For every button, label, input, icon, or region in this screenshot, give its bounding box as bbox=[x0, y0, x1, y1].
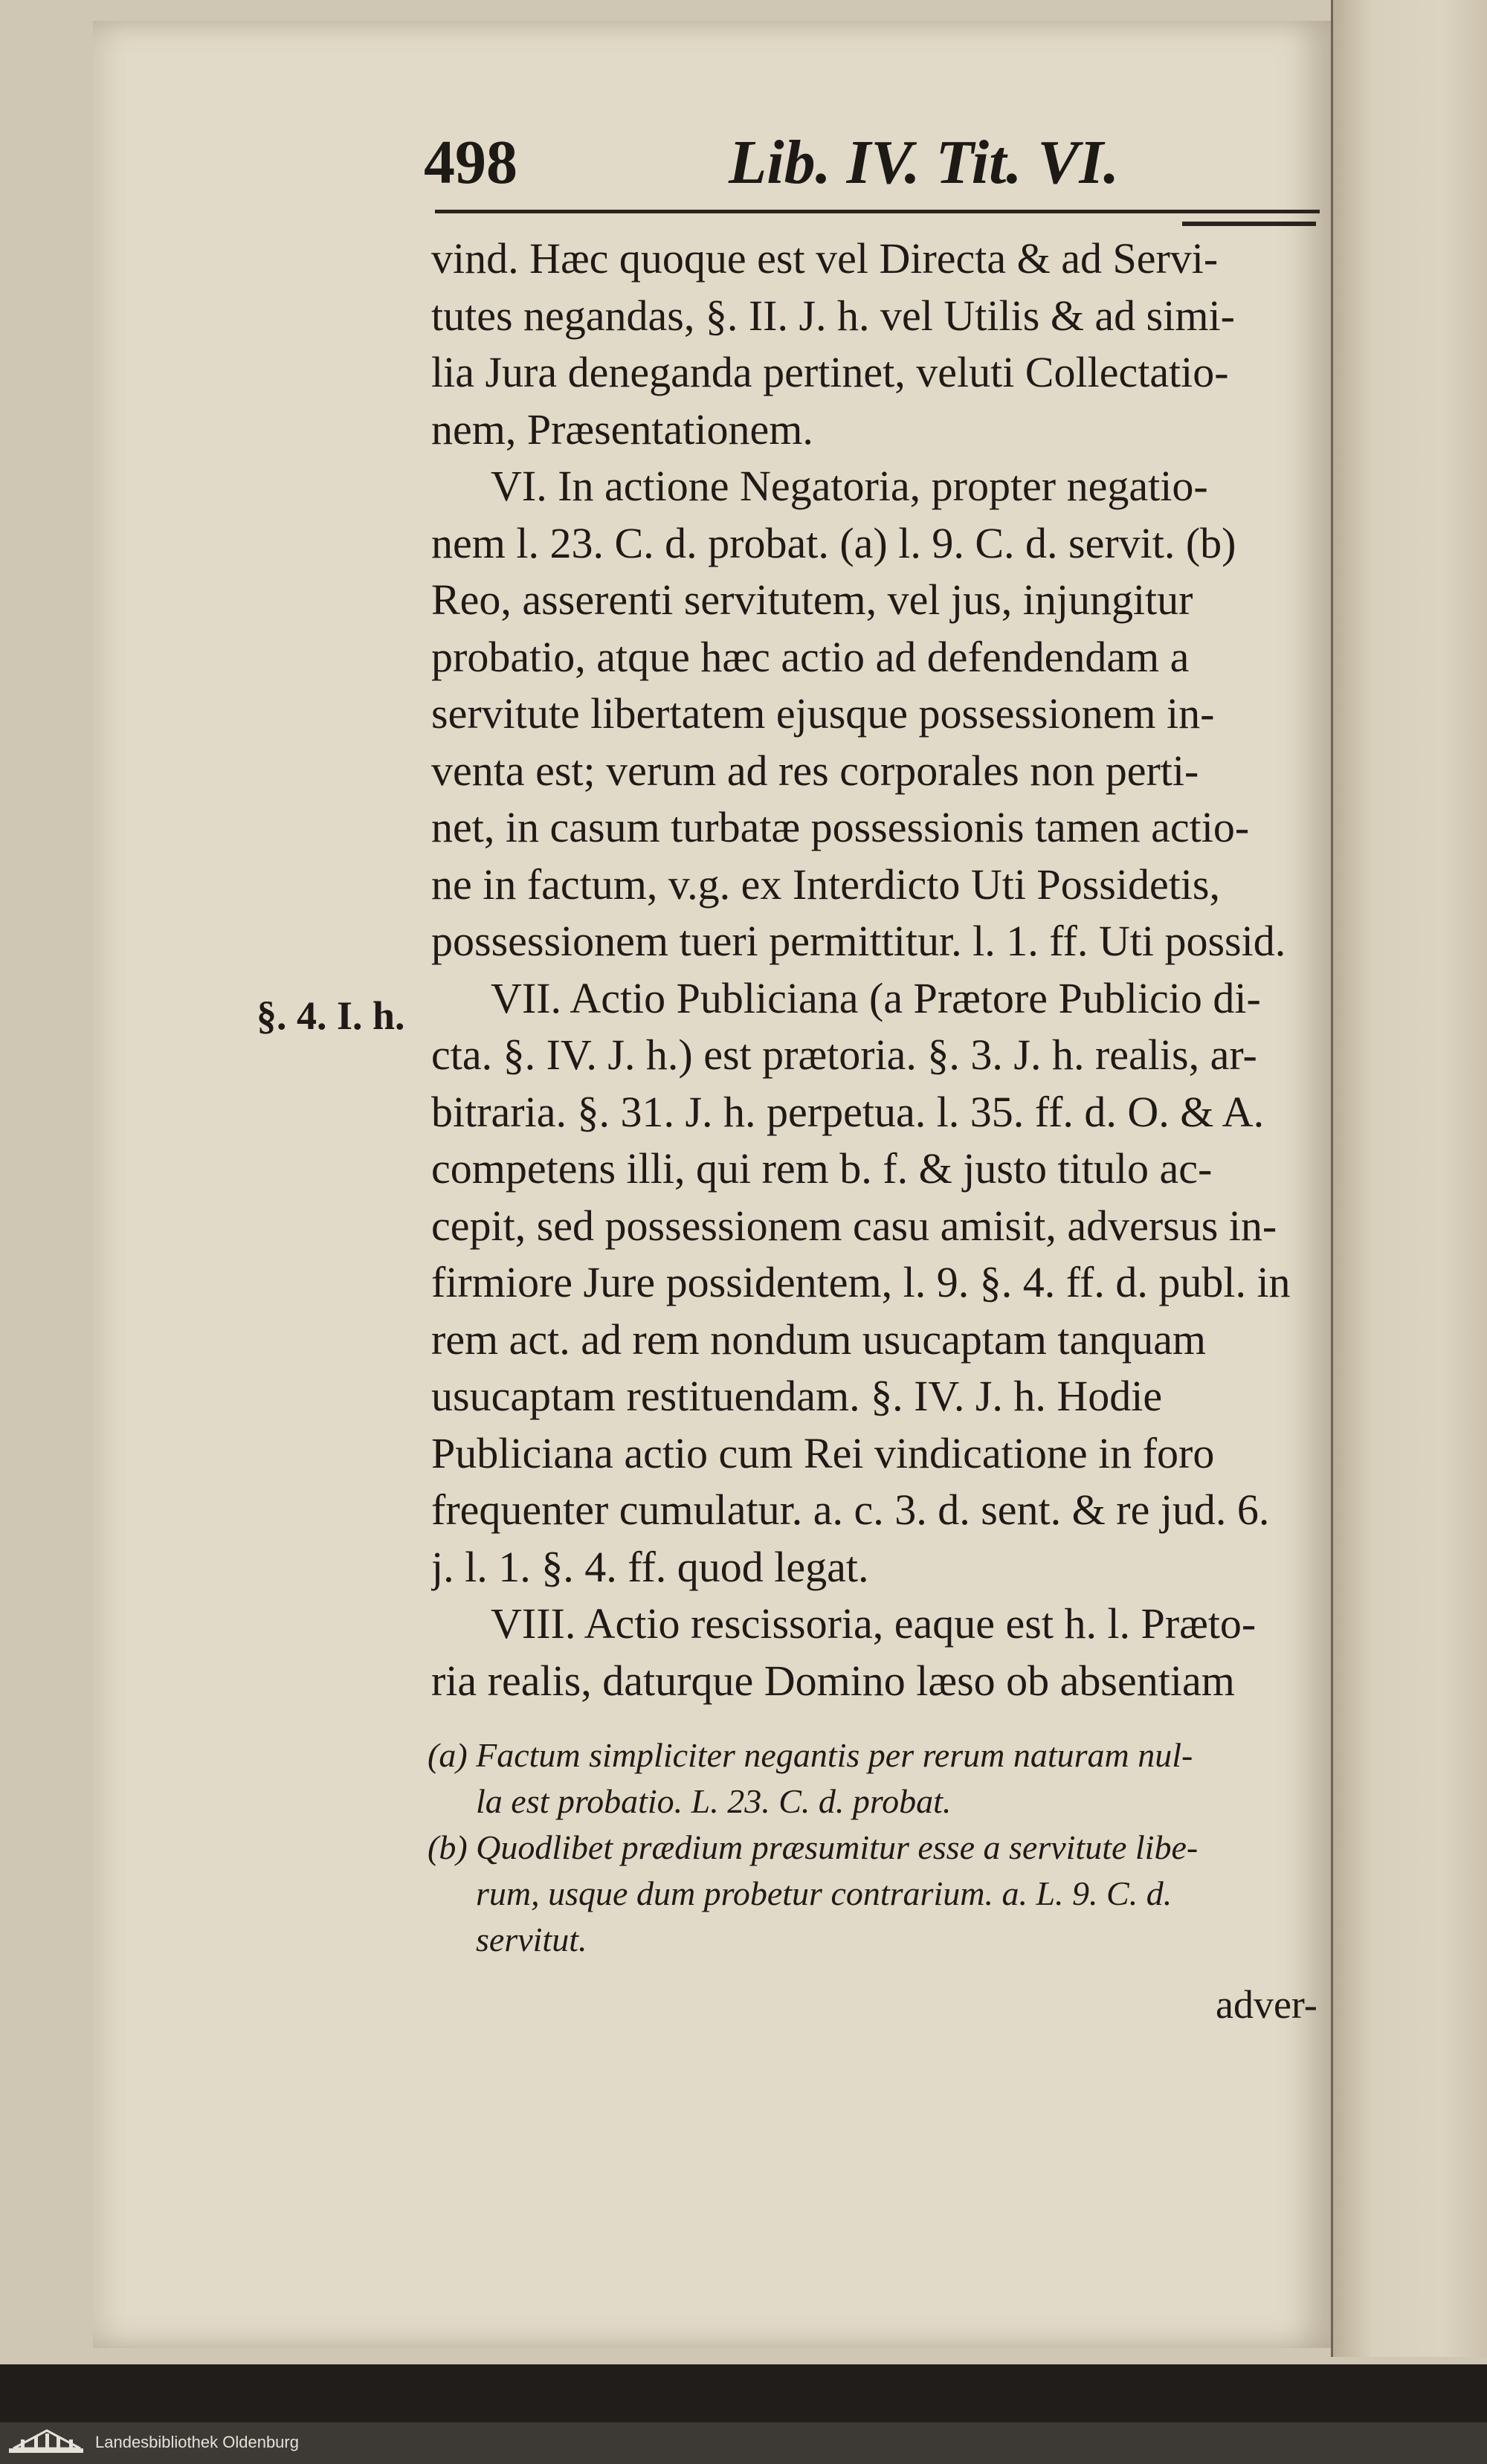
running-head: Lib. IV. Tit. VI. bbox=[729, 128, 1120, 197]
body-text bbox=[431, 230, 1316, 1709]
header-rule bbox=[435, 210, 1320, 213]
footnotes bbox=[428, 1732, 1320, 1963]
text-line: servitute libertatem ejusque possessionem in- bbox=[431, 689, 1215, 738]
text-line: lia Jura deneganda pertinet, veluti Collectatio- bbox=[431, 348, 1229, 396]
facing-page-edge bbox=[1331, 0, 1487, 2357]
text-line: competens illi, qui rem b. f. & justo titulo ac- bbox=[431, 1144, 1213, 1193]
footnote-line: rum, usque dum probetur contrarium. a. L. 9. C. d. bbox=[476, 1874, 1172, 1912]
text-line: possessionem tueri permittitur. l. 1. ff. Uti possid. bbox=[431, 917, 1286, 965]
header-rule-end bbox=[1182, 222, 1316, 226]
text-line: frequenter cumulatur. a. c. 3. d. sent. & re jud. 6. bbox=[431, 1486, 1270, 1534]
text-line: Reo, asserenti servitutem, vel jus, injungitur bbox=[431, 575, 1193, 624]
footnote-line: (a) Factum simpliciter negantis per rerum naturam nul- bbox=[428, 1736, 1193, 1774]
text-line: net, in casum turbatæ possessionis tamen actio- bbox=[431, 803, 1250, 851]
text-line: j. l. 1. §. 4. ff. quod legat. bbox=[431, 1542, 869, 1591]
text-line: VII. Actio Publiciana (a Prætore Publicio di- bbox=[491, 973, 1261, 1022]
text-line: vind. Hæc quoque est vel Directa & ad Servi- bbox=[431, 234, 1219, 283]
footnote-line: servitut. bbox=[476, 1920, 587, 1958]
library-logo-icon bbox=[6, 2426, 88, 2459]
text-line: ne in factum, v.g. ex Interdicto Uti Possidetis, bbox=[431, 860, 1220, 909]
text-line: VIII. Actio rescissoria, eaque est h. l. Præto- bbox=[491, 1599, 1257, 1648]
text-line: rem act. ad rem nondum usucaptam tanquam bbox=[431, 1315, 1207, 1364]
text-line: Publiciana actio cum Rei vindicatione in foro bbox=[431, 1428, 1215, 1477]
text-line: usucaptam restituendam. §. IV. J. h. Hodie bbox=[431, 1372, 1163, 1420]
text-line: probatio, atque hæc actio ad defendendam a bbox=[431, 632, 1190, 681]
text-line: ria realis, daturque Domino læso ob absentiam bbox=[431, 1656, 1235, 1705]
text-line: tutes negandas, §. II. J. h. vel Utilis & ad simi- bbox=[431, 291, 1235, 340]
text-line: nem l. 23. C. d. probat. (a) l. 9. C. d. servit. (b) bbox=[431, 518, 1236, 567]
text-line: nem, Præsentationem. bbox=[431, 404, 813, 454]
footnote-line: (b) Quodlibet prædium præsumitur esse a servitute libe- bbox=[428, 1828, 1199, 1866]
library-name: Landesbibliothek Oldenburg bbox=[95, 2433, 299, 2451]
text-line: cepit, sed possessionem casu amisit, adversus in- bbox=[431, 1201, 1277, 1250]
page-header bbox=[424, 112, 1316, 201]
margin-note: §. 4. I. h. bbox=[257, 993, 405, 1038]
text-line: venta est; verum ad res corporales non perti- bbox=[431, 746, 1199, 795]
catchword: adver- bbox=[1216, 1982, 1317, 2027]
footnote-line: la est probatio. L. 23. C. d. probat. bbox=[476, 1782, 952, 1820]
text-line: VI. In actione Negatoria, propter negatio- bbox=[491, 462, 1208, 510]
text-line: cta. §. IV. J. h.) est prætoria. §. 3. J. h. realis, ar- bbox=[431, 1031, 1257, 1079]
text-line: firmiore Jure possidentem, l. 9. §. 4. ff. d. publ. in bbox=[431, 1258, 1291, 1306]
page-number: 498 bbox=[424, 128, 517, 197]
text-line: bitraria. §. 31. J. h. perpetua. l. 35. ff. d. O. & A. bbox=[431, 1087, 1265, 1136]
